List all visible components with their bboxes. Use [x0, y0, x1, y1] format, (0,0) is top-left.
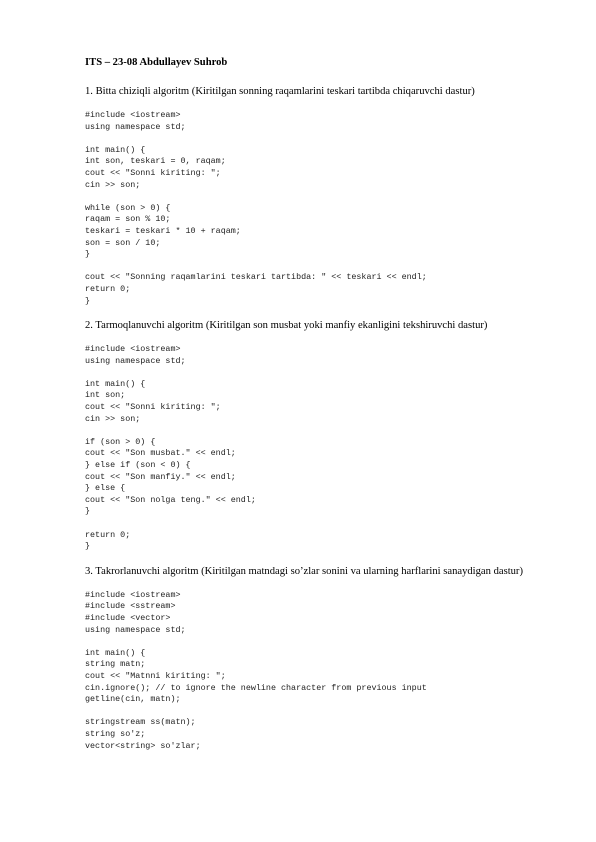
code-line: } [85, 541, 91, 552]
document-title: ITS – 23-08 Abdullayev Suhrob [85, 57, 228, 68]
section-3 [85, 564, 555, 752]
code-line: } [85, 295, 91, 306]
code-line: vector<string> so'zlar; [85, 740, 201, 751]
code-line: cout << "Sonni kiriting: "; [85, 402, 221, 413]
code-line: return 0; [85, 529, 131, 540]
code-line: } else { [85, 483, 126, 494]
code-line: string so'z; [85, 728, 146, 739]
code-line: } [85, 506, 91, 517]
code-line: int son, teskari = 0, raqam; [85, 156, 226, 167]
code-line: if (son > 0) { [85, 436, 156, 447]
code-line: } else if (son < 0) { [85, 460, 191, 471]
code-line: son = son / 10; [85, 237, 161, 248]
section-2-code [85, 344, 555, 553]
code-line: teskari = teskari * 10 + raqam; [85, 225, 241, 236]
code-line: cin.ignore(); // to ignore the newline character from previous input [85, 682, 427, 693]
code-line: while (son > 0) { [85, 202, 171, 213]
section-1-heading: 1. Bitta chiziqli algoritm (Kiritilgan sonning raqamlarini teskari tartibda chiqaruvchi dastur) [85, 86, 475, 97]
code-line: string matn; [85, 659, 146, 670]
code-line: cout << "Sonni kiriting: "; [85, 167, 221, 178]
code-line: #include <sstream> [85, 601, 176, 612]
section-3-heading: 3. Takrorlanuvchi algoritm (Kiritilgan matndagi so’zlar sonini va ularning harflarini sanaydigan dastur) [85, 565, 523, 577]
code-line: int main() { [85, 647, 146, 658]
code-line: } [85, 249, 91, 260]
code-line: using namespace std; [85, 624, 186, 635]
code-line: int son; [85, 390, 126, 401]
code-line: cin >> son; [85, 179, 141, 190]
code-line: int main() { [85, 144, 146, 155]
code-line: using namespace std; [85, 355, 186, 366]
section-2 [85, 318, 555, 553]
code-line: stringstream ss(matn); [85, 717, 196, 728]
code-line: cout << "Matnni kiriting: "; [85, 670, 226, 681]
document-page [85, 56, 555, 752]
section-2-heading: 2. Tarmoqlanuvchi algoritm (Kiritilgan son musbat yoki manfiy ekanligini tekshiruvchi dastur) [85, 320, 488, 332]
code-line: getline(cin, matn); [85, 694, 181, 705]
code-line: cout << "Sonning raqamlarini teskari tartibda: " << teskari << endl; [85, 272, 427, 283]
code-line: cout << "Son nolga teng." << endl; [85, 494, 256, 505]
code-line: cin >> son; [85, 413, 141, 424]
code-line: cout << "Son musbat." << endl; [85, 448, 236, 459]
code-line: return 0; [85, 283, 131, 294]
code-line: raqam = son % 10; [85, 214, 171, 225]
section-1-code [85, 110, 555, 307]
code-line: #include <iostream> [85, 589, 181, 600]
code-line: #include <vector> [85, 612, 171, 623]
code-line: #include <iostream> [85, 110, 181, 120]
code-line: cout << "Son manfiy." << endl; [85, 471, 236, 482]
section-1 [85, 84, 555, 307]
code-line: using namespace std; [85, 121, 186, 132]
section-3-code [85, 590, 555, 752]
code-line: #include <iostream> [85, 344, 181, 355]
code-line: int main() { [85, 378, 146, 389]
